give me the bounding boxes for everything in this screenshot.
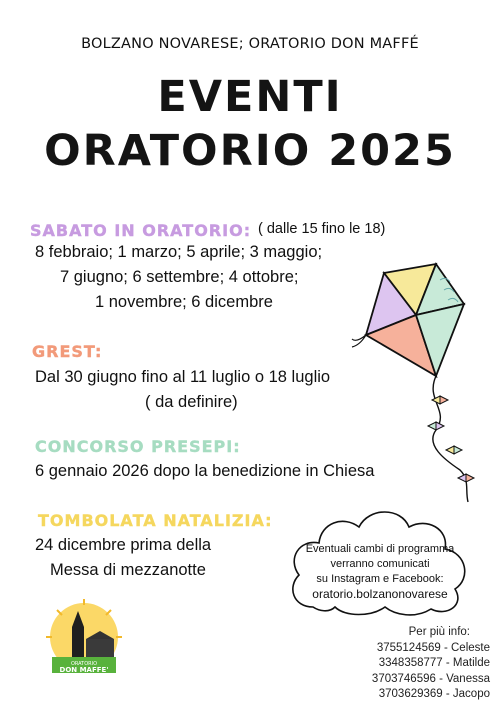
cloud-line-2: verranno comunicati [330,558,430,570]
cloud-line-1: Eventuali cambi di programma [305,543,455,555]
sabato-dates-line-1: 8 febbraio; 1 marzo; 5 aprile; 3 maggio; [35,243,323,261]
sabato-hours: ( dalle 15 fino le 18) [258,221,386,237]
contact-celeste[interactable]: 3755124569 - Celeste [376,641,490,654]
grest-heading: GREST: [32,342,103,361]
contacts-block [340,625,490,703]
title-line-2: ORATORIO 2025 [44,126,456,176]
grest-line-2: ( da definire) [145,393,238,411]
cloud-message [290,542,470,602]
oratorio-logo [42,597,126,685]
grest-line-1: Dal 30 giugno fino al 11 luglio o 18 luglio [35,368,331,386]
contact-matilde[interactable]: 3348358777 - Matilde [378,657,490,669]
presepi-line-1: 6 gennaio 2026 dopo la benedizione in Chiesa [35,462,375,480]
title-line-1: EVENTI [157,72,343,122]
sabato-heading: SABATO IN ORATORIO: [30,221,252,240]
contact-vanessa[interactable]: 3703746596 - Vanessa [371,672,490,685]
logo-text-top: ORATORIO [70,661,98,667]
cloud-line-4[interactable]: oratorio.bolzanonovarese [312,587,448,601]
cloud-line-3: su Instagram e Facebook: [316,573,444,585]
sabato-dates-line-3: 1 novembre; 6 dicembre [95,293,273,311]
contact-jacopo[interactable]: 3703629369 - Jacopo [378,688,490,700]
tombolata-line-1: 24 dicembre prima della [35,536,212,554]
presepi-heading: CONCORSO PRESEPI: [35,437,241,456]
tombolata-heading: TOMBOLATA NATALIZIA: [38,511,273,530]
logo-text-main: DON MAFFE' [59,666,109,674]
sabato-dates-line-2: 7 giugno; 6 settembre; 4 ottobre; [60,268,299,286]
tombolata-line-2: Messa di mezzanotte [50,561,206,579]
contacts-title: Per più info: [408,626,470,638]
header-location: BOLZANO NOVARESE; ORATORIO DON MAFFÉ [81,36,419,52]
